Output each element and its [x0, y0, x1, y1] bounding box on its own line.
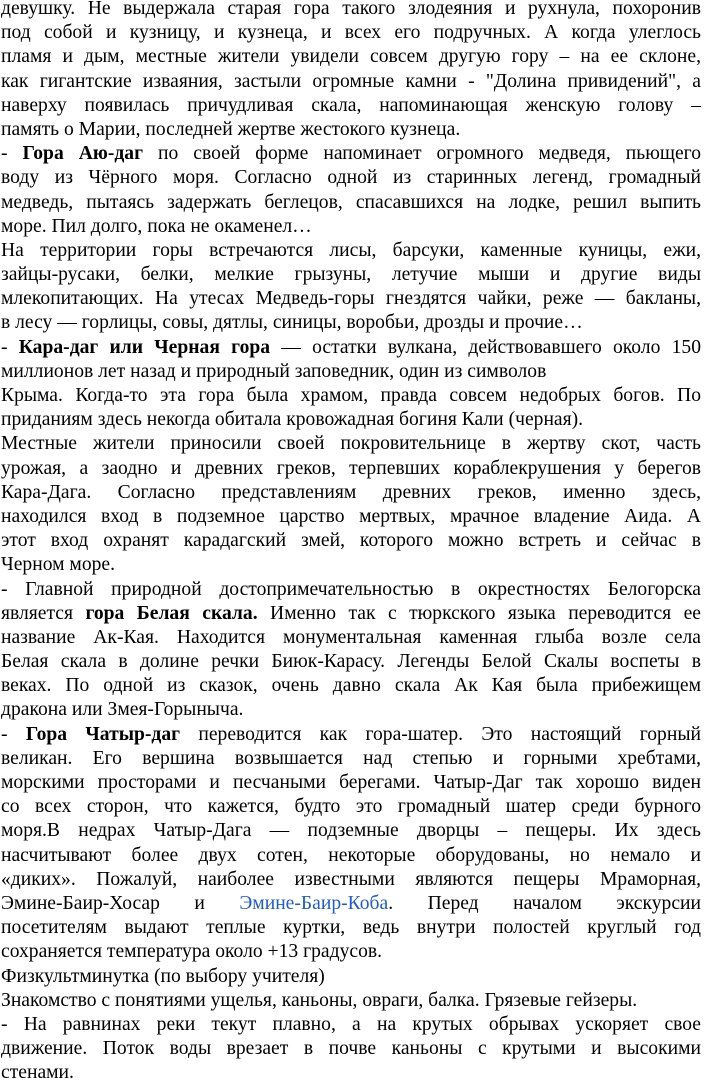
text-run: наверху появилась причудливая скала, напоминающая женскую голову –: [1, 94, 701, 116]
text-run: как гигантские изваяния, застыли огромные камни - "Долина привидений", а: [1, 70, 701, 92]
text-run: . Перед началом экскурсии: [388, 892, 701, 914]
text-run: зайцы-русаки, белки, мелкие грызуны, летучие мыши и другие виды: [1, 264, 701, 286]
text-line: [1, 505, 701, 529]
bold-heading-text: Гора Чатыр-даг: [25, 723, 181, 745]
text-line: [1, 698, 701, 722]
bold-heading-text: Гора Аю-даг: [22, 143, 143, 165]
text-line: [1, 215, 701, 239]
text-line: [1, 916, 701, 940]
text-line: [1, 868, 701, 892]
text-run: память о Марии, последней жертве жестокого кузнеца.: [1, 118, 461, 140]
text-line: [1, 819, 701, 843]
text-run: На территории горы встречаются лисы, барсуки, каменные куницы, ежи,: [1, 239, 701, 261]
text-run: веках. По одной из сказок, очень давно скала Ак Кая была прибежищем: [1, 675, 701, 697]
bold-heading-text: Кара-даг или Черная гора: [18, 336, 271, 358]
text-run: Именно так с тюркского языка переводится ее: [257, 602, 701, 624]
text-run: — остатки вулкана, действовавшего около 150: [270, 336, 701, 358]
text-run: миллионов лет назад и природный заповедник, один из символов: [1, 360, 547, 382]
text-run: сохраняется температура около +13 градусов.: [1, 941, 383, 963]
text-run: урожая, а заодно и древних греков, терпевших кораблекрушения у берегов: [1, 457, 701, 479]
text-line: [1, 311, 701, 335]
text-line: [1, 239, 701, 263]
text-run: -: [1, 143, 23, 165]
text-run: переводится как гора-шатер. Это настоящий горный: [180, 723, 701, 745]
text-run: Кара-Дага. Согласно представлениям древних греков, именно здесь,: [1, 481, 701, 503]
text-line: [1, 940, 701, 964]
text-run: Белая скала в долине речки Биюк-Карасу. Легенды Белой Скалы воспеты в: [1, 651, 701, 673]
text-line: [1, 892, 701, 916]
text-line: [1, 21, 701, 45]
text-line: [1, 1013, 701, 1037]
text-line: [1, 844, 701, 868]
text-run: млекопитающих. На утесах Медведь-горы гнездятся чайки, реже — бакланы,: [1, 288, 701, 310]
text-run: море. Пил долго, пока не окаменел…: [1, 215, 312, 237]
text-run: -: [1, 723, 26, 745]
text-line: [1, 626, 701, 650]
text-run: пламя и дым, местные жители увидели совсем другую гору – на ее склоне,: [1, 46, 701, 68]
text-line: [1, 795, 701, 819]
text-line: [1, 553, 701, 577]
text-line: [1, 142, 701, 166]
text-run: Черном море.: [1, 554, 116, 576]
text-run: морскими просторами и песчаными берегами. Чатыр-Даг так хорошо виден: [1, 772, 701, 793]
text-run: моря.В недрах Чатыр-Дага — подземные дворцы – пещеры. Их здесь: [1, 820, 701, 842]
text-line: [1, 771, 701, 795]
text-run: посетителям выдают теплые куртки, ведь внутри полостей круглый год: [1, 917, 701, 939]
text-run: - Главной природной достопримечательностью в окрестностях Белогорска: [1, 578, 701, 600]
text-run: Местные жители приносили своей покровительнице в жертву скот, часть: [1, 433, 701, 455]
text-run: под собой и кузницу, и кузнеца, и всех его подручных. А когда улеглось: [1, 22, 701, 44]
text-line: [1, 989, 701, 1013]
text-run: этот вход охранят карадагский змей, которого можно встреть и сейчас в: [1, 530, 701, 552]
text-line: [1, 70, 701, 94]
text-run: воду из Чёрного моря. Согласно одной из старинных легенд, громадный: [1, 167, 701, 189]
text-run: приданиям здесь некогда обитала кровожадная богиня Кали (черная).: [1, 409, 584, 431]
text-line: [1, 118, 701, 142]
text-line: [1, 408, 701, 432]
text-line: [1, 360, 701, 384]
text-run: Эмине-Баир-Хосар и: [1, 892, 240, 914]
text-line: [1, 94, 701, 118]
text-run: -: [1, 336, 19, 358]
text-run: движение. Поток воды врезает в почве каньоны с крутыми и высокими: [1, 1038, 701, 1060]
text-run: Физкультминутка (по выбору учителя): [1, 965, 325, 987]
text-line: [1, 1061, 701, 1085]
text-run: медведь, пытаясь задержать беглецов, спасавшихся на лодке, решил выпить: [1, 191, 701, 213]
hyperlink[interactable]: Эмине-Баир-Коба: [239, 892, 389, 914]
text-line: [1, 674, 701, 698]
text-run: является: [1, 602, 86, 624]
text-run: стенами.: [1, 1062, 74, 1084]
text-line: [1, 0, 701, 21]
text-run: - На равнинах реки текут плавно, а на крутых обрывах ускоряет свое: [1, 1013, 701, 1035]
text-line: [1, 481, 701, 505]
text-line: [1, 723, 701, 747]
text-run: в лесу — горлицы, совы, дятлы, синицы, воробьи, дрозды и прочие…: [1, 312, 583, 334]
text-line: [1, 166, 701, 190]
text-line: [1, 432, 701, 456]
text-line: [1, 747, 701, 771]
text-run: «диких». Пожалуй, наиболее известными являются пещеры Мраморная,: [1, 868, 701, 890]
text-line: [1, 336, 701, 360]
text-line: [1, 965, 701, 989]
bold-heading-text: гора Белая скала.: [85, 602, 258, 624]
text-line: [1, 191, 701, 215]
text-run: Крыма. Когда-то эта гора была храмом, правда совсем недобрых богов. По: [1, 385, 701, 406]
text-line: [1, 45, 701, 69]
text-run: насчитывают более двух сотен, некоторые оборудованы, но немало и: [1, 844, 701, 866]
text-line: [1, 529, 701, 553]
text-line: [1, 287, 701, 311]
text-line: [1, 578, 701, 602]
text-run: название Ак-Кая. Находится монументальная каменная глыба возле села: [1, 626, 701, 648]
text-run: великан. Его вершина возвышается над степью и горными хребтами,: [1, 747, 701, 769]
text-line: [1, 384, 701, 408]
text-run: Знакомство с понятиями ущелья, каньоны, овраги, балка. Грязевые гейзеры.: [1, 989, 638, 1011]
text-run: со всех сторон, что кажется, будто это громадный шатер среди бурного: [1, 796, 701, 818]
text-run: девушку. Не выдержала старая гора такого злодеяния и рухнула, похоронив: [1, 0, 701, 19]
text-line: [1, 650, 701, 674]
text-run: по своей форме напоминает огромного медведя, пьющего: [143, 143, 701, 165]
text-line: [1, 1037, 701, 1061]
text-run: находился вход в подземное царство мертвых, мрачное владение Аида. А: [1, 505, 701, 527]
text-run: дракона или Змея-Горыныча.: [1, 699, 244, 721]
text-line: [1, 457, 701, 481]
text-line: [1, 263, 701, 287]
text-line: [1, 602, 701, 626]
